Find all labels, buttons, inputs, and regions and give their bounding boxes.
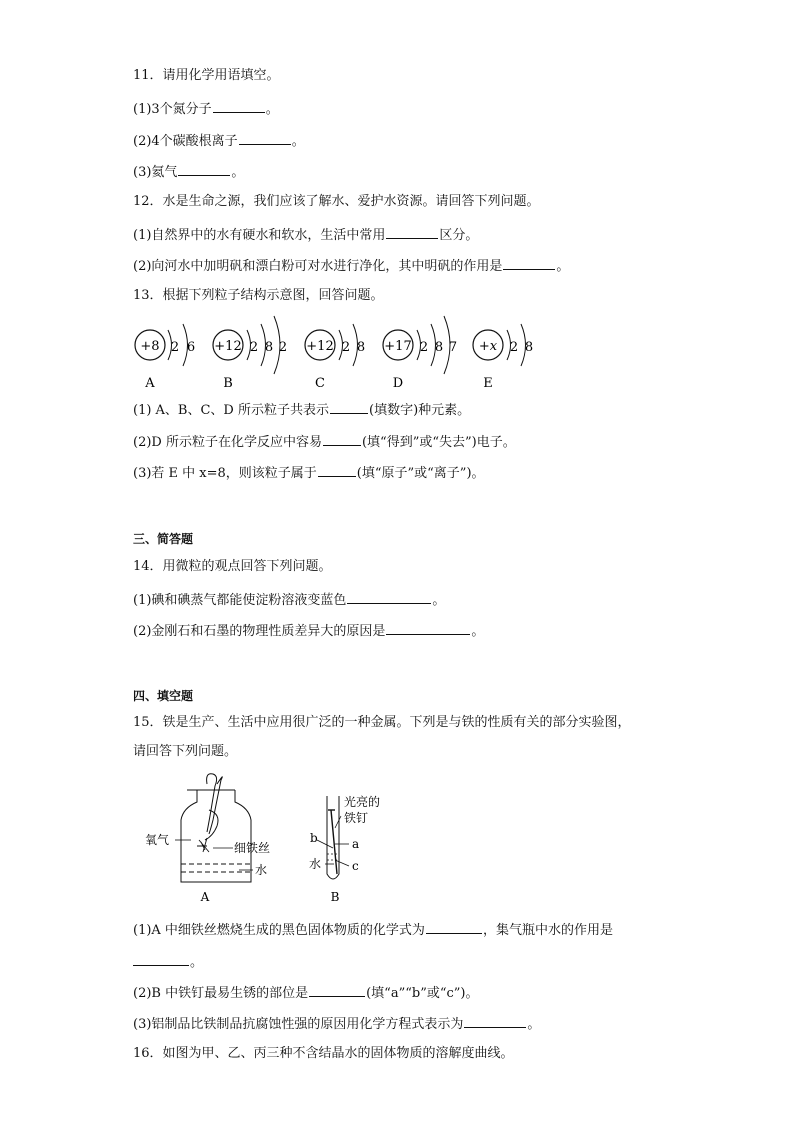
electron-count: 8 <box>264 340 274 355</box>
water-label: 水 <box>309 857 322 871</box>
q15-part3-text: (3)铝制品比铁制品抗腐蚀性强的原因用化学方程式表示为 <box>133 1017 464 1032</box>
figure-label: B <box>330 890 340 904</box>
q13-part3 <box>133 463 485 483</box>
q11-part3-text: (3)氦气 <box>133 165 178 180</box>
electron-count: 2 <box>249 340 259 355</box>
q12-part1-end: 区分。 <box>439 228 479 243</box>
electron-count: 6 <box>186 340 196 355</box>
particle-label: B <box>223 376 233 391</box>
figure-A-gas-jar <box>145 774 270 904</box>
q14-part2-text: (2)金刚石和石墨的物理性质差异大的原因是 <box>133 624 386 639</box>
q15-stem-line1: 15．铁是生产、生活中应用很广泛的一种金属。下列是与铁的性质有关的部分实验图， <box>133 715 631 730</box>
particle-label: A <box>145 376 155 391</box>
water-label: 水 <box>255 863 268 877</box>
nail-label-line2: 铁钉 <box>344 811 369 825</box>
answer-blank[interactable] <box>178 162 230 176</box>
q11-part3-end: 。 <box>231 165 245 180</box>
iron-experiment-figures <box>135 770 415 906</box>
q11-stem: 11．请用化学用语填空。 <box>133 68 280 83</box>
answer-blank[interactable] <box>386 225 438 239</box>
q14-part2-end: 。 <box>471 624 485 639</box>
q15-part1-text: (1)A 中细铁丝燃烧生成的黑色固体物质的化学式为 <box>133 923 425 938</box>
answer-blank[interactable] <box>347 590 431 604</box>
q15-stem-line2: 请回答下列问题。 <box>133 744 238 759</box>
q11-part1 <box>133 99 279 119</box>
particle-label: D <box>392 376 404 391</box>
q14-part2 <box>133 621 484 641</box>
electron-count: 2 <box>170 340 180 355</box>
q13-part1-end: (填数字)种元素。 <box>369 403 471 418</box>
q11-part1-text: (1)3个氮分子 <box>133 102 212 117</box>
figure-label: A <box>200 890 210 904</box>
answer-blank[interactable] <box>318 463 356 477</box>
q16-stem: 16．如图为甲、乙、丙三种不含结晶水的固体物质的溶解度曲线。 <box>133 1046 514 1061</box>
nucleus-charge: +12 <box>214 339 242 354</box>
q15-part1-end: 。 <box>190 955 204 970</box>
q11-part3 <box>133 162 244 182</box>
oxygen-label: 氧气 <box>145 833 170 847</box>
q13-part2 <box>133 432 516 452</box>
section-title: 三、简答题 <box>133 532 194 546</box>
q15-part2-text: (2)B 中铁钉最易生锈的部位是 <box>133 986 309 1001</box>
q13-part1-text: (1) A、B、C、D 所示粒子共表示 <box>133 403 329 418</box>
q12-part2 <box>133 256 569 276</box>
q12-stem: 12．水是生命之源，我们应该了解水、爱护水资源。请回答下列问题。 <box>133 194 540 209</box>
q15-part3 <box>133 1014 540 1034</box>
position-a-label: a <box>352 837 360 851</box>
q13-part3-text: (3)若 E 中 x=8，则该粒子属于 <box>133 466 317 481</box>
position-b-label: b <box>310 831 318 845</box>
electron-count: 7 <box>448 340 458 355</box>
q15-part2-end: (填“a”“b”或“c”)。 <box>366 986 479 1001</box>
answer-blank[interactable] <box>323 432 361 446</box>
electron-count: 2 <box>341 340 351 355</box>
particle-label: E <box>483 376 493 391</box>
particle-A <box>135 324 195 391</box>
q13-part3-end: (填“原子”或“离子”)。 <box>356 466 485 481</box>
particle-C <box>305 324 365 391</box>
q13-part2-text: (2)D 所示粒子在化学反应中容易 <box>133 435 322 450</box>
nucleus-charge: +17 <box>384 339 412 354</box>
answer-blank[interactable] <box>330 400 368 414</box>
answer-blank[interactable] <box>464 1014 526 1028</box>
q14-part1 <box>133 590 445 610</box>
q13-stem: 13．根据下列粒子结构示意图，回答问题。 <box>133 288 384 303</box>
particle-structure-diagrams <box>128 312 568 398</box>
q15-part2 <box>133 983 478 1003</box>
figure-B-test-tube <box>309 794 380 904</box>
particle-D <box>383 316 457 391</box>
q14-part1-end: 。 <box>432 593 446 608</box>
particle-E <box>473 324 533 391</box>
electron-count: 2 <box>419 340 429 355</box>
q15-part1-cont <box>133 952 203 972</box>
q13-part1 <box>133 400 470 420</box>
q11-part2-end: 。 <box>291 134 305 149</box>
nucleus-charge: +12 <box>306 339 334 354</box>
q11-part2 <box>133 131 305 151</box>
answer-blank[interactable] <box>239 131 291 145</box>
q12-part2-text: (2)向河水中加明矾和漂白粉可对水进行净化，其中明矾的作用是 <box>133 259 503 274</box>
q13-part2-end: (填“得到”或“失去”)电子。 <box>361 435 516 450</box>
q15-part1 <box>133 920 613 940</box>
q12-part2-end: 。 <box>556 259 570 274</box>
electron-count: 2 <box>278 340 288 355</box>
electron-count: 8 <box>524 340 534 355</box>
electron-count: 8 <box>356 340 366 355</box>
electron-count: 8 <box>434 340 444 355</box>
answer-blank[interactable] <box>386 621 470 635</box>
section-title: 四、填空题 <box>133 689 194 703</box>
answer-blank[interactable] <box>309 983 365 997</box>
q14-part1-text: (1)碘和碘蒸气都能使淀粉溶液变蓝色 <box>133 593 347 608</box>
answer-blank[interactable] <box>503 256 555 270</box>
q11-part1-end: 。 <box>265 102 279 117</box>
nucleus-charge: +x <box>478 339 498 354</box>
particle-label: C <box>315 376 325 391</box>
answer-blank[interactable] <box>426 920 482 934</box>
particle-B <box>213 316 287 391</box>
q15-part3-end: 。 <box>527 1017 541 1032</box>
q12-part1-text: (1)自然界中的水有硬水和软水，生活中常用 <box>133 228 386 243</box>
position-c-label: c <box>352 859 359 873</box>
q12-part1 <box>133 225 478 245</box>
q15-part1-mid: ，集气瓶中水的作用是 <box>482 923 613 938</box>
wire-label: 细铁丝 <box>234 841 271 855</box>
q14-stem: 14．用微粒的观点回答下列问题。 <box>133 559 332 574</box>
nail-label-line1: 光亮的 <box>344 795 381 809</box>
answer-blank[interactable] <box>133 952 189 966</box>
electron-count: 2 <box>509 340 519 355</box>
nucleus-charge: +8 <box>140 339 160 354</box>
q11-part2-text: (2)4个碳酸根离子 <box>133 134 238 149</box>
answer-blank[interactable] <box>213 99 265 113</box>
